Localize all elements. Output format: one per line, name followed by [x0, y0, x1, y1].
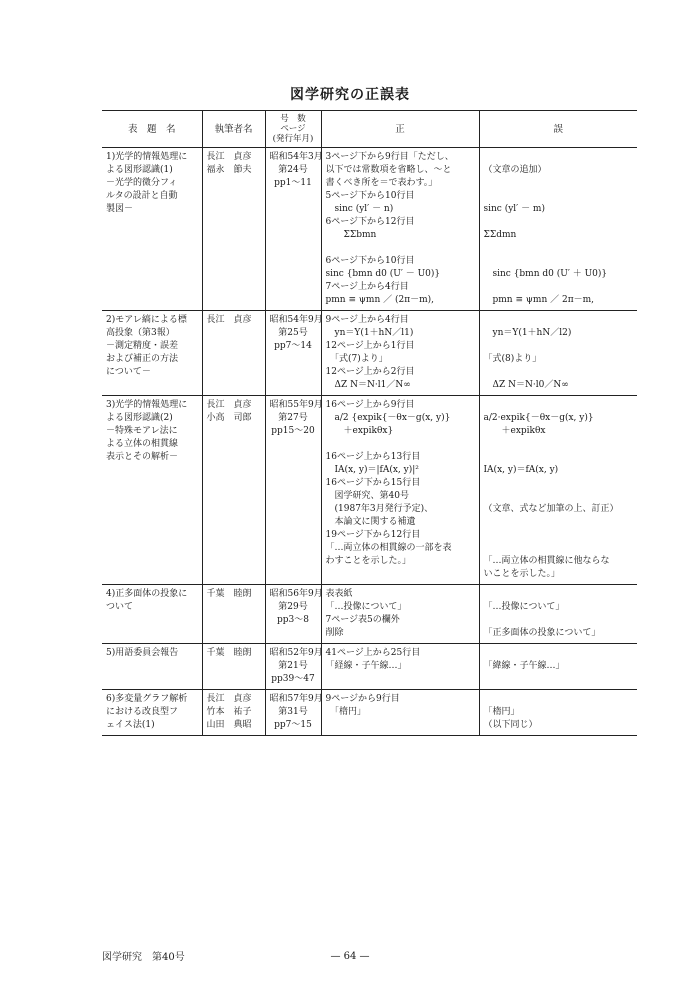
- row-correct-cell: [321, 644, 479, 690]
- row-correct-line: sinc {bmn d0 (U′ － U0)}: [325, 269, 441, 279]
- row-author-line: 竹本 祐子: [206, 707, 252, 717]
- row-wrong-line: [484, 647, 634, 660]
- page-title: 図学研究の正誤表: [290, 87, 410, 103]
- row-wrong-line: ＋expikθx: [483, 426, 546, 436]
- row-title-line: よる図形認識(2): [106, 413, 173, 423]
- row-issue-line: 昭和57年9月: [269, 694, 323, 704]
- row-wrong-line: 「…投像について」: [483, 602, 565, 612]
- page-number: — 64 —: [330, 951, 370, 962]
- header-issue: [265, 111, 321, 148]
- row-title-line: ルタの設計と自動: [106, 191, 178, 201]
- row-correct-line: ΣΣbmn: [325, 230, 377, 240]
- row-correct-line: 「…両立体の相貫線の一部を表: [325, 543, 452, 553]
- row-correct-line: 16ページ上から9行目: [325, 400, 415, 410]
- row-wrong-line: IA(x, y)＝fA(x, y): [483, 465, 559, 475]
- row-correct-line: [326, 242, 475, 255]
- row-wrong-line: [484, 177, 634, 190]
- row-correct-cell: [321, 396, 479, 585]
- row-title-line: 5)用語委員会報告: [106, 648, 179, 658]
- row-title-line: 製図－: [106, 204, 134, 214]
- row-wrong-line: [484, 281, 634, 294]
- row-issue-line: 昭和52年9月: [269, 648, 323, 658]
- row-authors-cell: [202, 585, 265, 644]
- row-correct-line: 9ページ上から4行目: [325, 315, 409, 325]
- row-issue-line: pp15～20: [271, 426, 315, 436]
- row-wrong-line: [484, 340, 634, 353]
- row-title-line: について－: [106, 367, 151, 377]
- row-title-line: －特殊モアレ法に: [106, 426, 178, 436]
- table-row: [102, 148, 637, 311]
- row-correct-cell: [321, 148, 479, 311]
- row-correct-line: 6ページ下から12行目: [325, 217, 415, 227]
- table-row: [102, 585, 637, 644]
- row-author-line: 千葉 睦朗: [206, 589, 252, 599]
- row-title-line: －測定精度・誤差: [106, 341, 179, 351]
- row-title-line: 2)モアレ縞による標: [106, 315, 187, 325]
- row-title-line: －光学的微分フィ: [106, 178, 178, 188]
- row-author-line: 長江 貞彦: [206, 400, 252, 410]
- row-title-line: ついて: [106, 602, 134, 612]
- row-correct-line: 表表紙: [325, 589, 353, 599]
- row-wrong-line: [484, 490, 634, 503]
- row-author-line: 小高 司郎: [206, 413, 252, 423]
- row-author-line: 長江 貞彦: [206, 152, 252, 162]
- row-author-line: 千葉 睦朗: [206, 648, 252, 658]
- row-title-line: 表示とその解析－: [106, 452, 179, 462]
- row-wrong-line: ΔZ N＝N·l0／N∞: [483, 380, 569, 390]
- row-correct-line: 19ページ下から12行目: [325, 530, 421, 540]
- row-author-line: 福永 節夫: [206, 165, 252, 175]
- table-row: [102, 311, 637, 396]
- row-authors-cell: [202, 148, 265, 311]
- row-wrong-line: ΣΣdmn: [483, 230, 517, 240]
- row-title-cell: [102, 585, 202, 644]
- row-author-line: 長江 貞彦: [206, 694, 252, 704]
- row-issue-line: 第31号: [278, 707, 308, 717]
- row-correct-line: 12ページ上から2行目: [325, 367, 415, 377]
- row-correct-line: 図学研究、第40号: [325, 491, 409, 501]
- row-wrong-line: [484, 542, 634, 555]
- row-issue-line: 第25号: [278, 328, 308, 338]
- row-correct-line: 16ページ上から13行目: [325, 452, 421, 462]
- row-authors-cell: [202, 690, 265, 736]
- row-correct-line: 3ページ下から9行目「ただし、: [325, 152, 454, 162]
- row-title-line: 4)正多面体の投象に: [106, 589, 188, 599]
- row-correct-cell: [321, 690, 479, 736]
- header-correct: 正: [321, 111, 479, 148]
- row-correct-line: 「式(7)より」: [325, 354, 388, 364]
- row-issue-cell: [265, 690, 321, 736]
- row-wrong-cell: [479, 148, 637, 311]
- row-title-line: における改良型フ: [106, 707, 179, 717]
- row-correct-line: 7ページ上から4行目: [325, 282, 409, 292]
- row-correct-line: 7ページ表5の欄外: [325, 615, 400, 625]
- row-correct-line: ΔZ N＝N·l1／N∞: [325, 380, 411, 390]
- row-wrong-cell: [479, 644, 637, 690]
- row-title-line: ェイス法(1): [106, 720, 155, 730]
- row-correct-line: 「…投像について」: [325, 602, 407, 612]
- row-title-line: よる図形認識(1): [106, 165, 173, 175]
- row-wrong-line: [484, 614, 634, 627]
- row-correct-line: 書くべき所を＝で表わす。」: [325, 178, 438, 188]
- row-issue-cell: [265, 644, 321, 690]
- row-issue-cell: [265, 585, 321, 644]
- row-correct-line: yn＝Y(1＋hN／l1): [325, 328, 414, 338]
- row-wrong-cell: [479, 585, 637, 644]
- row-wrong-line: [484, 399, 634, 412]
- row-correct-line: pmn ≡ ψmn ／ (2π－m),: [325, 295, 435, 305]
- row-authors-cell: [202, 396, 265, 585]
- row-issue-line: pp39～47: [271, 674, 315, 684]
- row-wrong-line: 「…両立体の相貫線に他ならな: [483, 556, 610, 566]
- row-issue-line: 第21号: [278, 661, 308, 671]
- table-row: [102, 396, 637, 585]
- row-issue-cell: [265, 396, 321, 585]
- row-wrong-line: 「式(8)より」: [483, 354, 542, 364]
- row-correct-line: 5ページ下から10行目: [325, 191, 415, 201]
- row-title-cell: [102, 644, 202, 690]
- header-issue-line: (発行年月): [272, 134, 314, 144]
- row-wrong-cell: [479, 311, 637, 396]
- row-wrong-line: [484, 366, 634, 379]
- header-issue-line: 号 数: [280, 114, 306, 124]
- row-correct-cell: [321, 585, 479, 644]
- row-wrong-line: 「正多面体の投象について」: [483, 628, 601, 638]
- row-title-cell: [102, 396, 202, 585]
- row-author-line: 山田 典昭: [206, 720, 252, 730]
- row-issue-line: 昭和54年3月: [269, 152, 323, 162]
- row-wrong-line: [484, 516, 634, 529]
- table-row: [102, 690, 637, 736]
- row-correct-line: [326, 438, 475, 451]
- row-authors-cell: [202, 644, 265, 690]
- row-wrong-line: [484, 529, 634, 542]
- header-author: 執筆者名: [202, 111, 265, 148]
- row-wrong-line: 「緯線・子午線…」: [483, 661, 565, 671]
- header-title: 表 題 名: [102, 111, 202, 148]
- row-title-line: よる立体の相貫線: [106, 439, 179, 449]
- row-correct-line: 以下では常数項を省略し、～と: [325, 165, 452, 175]
- row-issue-line: 昭和56年9月: [269, 589, 323, 599]
- row-wrong-line: （文章の追加）: [483, 165, 547, 175]
- row-wrong-line: [484, 693, 634, 706]
- errata-table: [102, 110, 637, 736]
- row-title-cell: [102, 311, 202, 396]
- row-wrong-line: a/2·expik{－θx－g(x, y)}: [483, 413, 594, 423]
- row-authors-cell: [202, 311, 265, 396]
- row-wrong-line: [484, 151, 634, 164]
- row-issue-line: 第29号: [278, 602, 308, 612]
- row-wrong-line: （文章、式など加筆の上、訂正）: [483, 504, 619, 514]
- row-wrong-line: [484, 477, 634, 490]
- header-issue-line: ページ: [280, 124, 306, 134]
- row-correct-line: 「楕円」: [325, 707, 367, 717]
- row-correct-line: わすことを示した。」: [325, 556, 412, 566]
- row-issue-line: 昭和54年9月: [269, 315, 323, 325]
- row-correct-line: IA(x, y)＝|fA(x, y)|²: [325, 465, 419, 475]
- row-wrong-line: 「楕円」: [483, 707, 520, 717]
- row-correct-line: 12ページ上から1行目: [325, 341, 415, 351]
- row-title-cell: [102, 148, 202, 311]
- row-wrong-line: [484, 588, 634, 601]
- row-wrong-line: いことを示した。」: [483, 569, 561, 579]
- row-wrong-line: [484, 242, 634, 255]
- row-wrong-line: yn＝Y(1＋hN／l2): [483, 328, 572, 338]
- row-correct-line: (1987年3月発行予定)、: [325, 504, 434, 514]
- row-wrong-line: pmn ≡ ψmn ／ 2π－m,: [483, 295, 595, 305]
- row-issue-line: pp3～8: [277, 615, 309, 625]
- row-wrong-line: [484, 451, 634, 464]
- row-issue-line: 昭和55年9月: [269, 400, 323, 410]
- row-wrong-line: [484, 314, 634, 327]
- header-wrong: 誤: [479, 111, 637, 148]
- row-title-cell: [102, 690, 202, 736]
- row-title-line: 3)光学的情報処理に: [106, 400, 188, 410]
- errata-body: [102, 148, 637, 736]
- row-wrong-cell: [479, 396, 637, 585]
- row-wrong-line: [484, 255, 634, 268]
- table-row: [102, 644, 637, 690]
- row-issue-line: pp1～11: [274, 178, 312, 188]
- row-title-line: 1)光学的情報処理に: [106, 152, 188, 162]
- row-title-line: 6)多変量グラフ解析: [106, 694, 188, 704]
- row-correct-line: sinc (yl′ － n): [325, 204, 394, 214]
- row-correct-line: 41ページ上から25行目: [325, 648, 421, 658]
- row-wrong-line: [484, 216, 634, 229]
- row-wrong-line: sinc {bmn d0 (U′ ＋ U0)}: [483, 269, 608, 279]
- row-correct-line: ＋expikθx}: [325, 426, 394, 436]
- row-correct-line: a/2 {expik{－θx－g(x, y)}: [325, 413, 451, 423]
- header-row: [102, 111, 637, 148]
- row-correct-line: 「経線・子午線…」: [325, 661, 407, 671]
- row-wrong-line: [484, 190, 634, 203]
- row-correct-line: 本論文に関する補遺: [325, 517, 416, 527]
- row-wrong-line: sinc (yl′ － m): [483, 204, 545, 214]
- row-correct-line: 9ページから9行目: [325, 694, 400, 704]
- row-issue-cell: [265, 148, 321, 311]
- row-issue-line: 第24号: [278, 165, 308, 175]
- row-correct-line: 16ページ下から15行目: [325, 478, 421, 488]
- row-correct-line: 削除: [325, 628, 344, 638]
- row-wrong-line: （以下同じ）: [483, 720, 538, 730]
- row-correct-line: 6ページ下から10行目: [325, 256, 415, 266]
- footer-journal: 図学研究 第40号: [102, 952, 185, 963]
- row-correct-cell: [321, 311, 479, 396]
- row-title-line: および補正の方法: [106, 354, 179, 364]
- row-wrong-line: [484, 438, 634, 451]
- row-issue-line: pp7～15: [274, 720, 312, 730]
- row-author-line: 長江 貞彦: [206, 315, 252, 325]
- row-issue-line: pp7～14: [274, 341, 312, 351]
- row-title-line: 高投象（第3報）: [106, 328, 175, 338]
- row-issue-cell: [265, 311, 321, 396]
- row-issue-line: 第27号: [278, 413, 308, 423]
- row-wrong-cell: [479, 690, 637, 736]
